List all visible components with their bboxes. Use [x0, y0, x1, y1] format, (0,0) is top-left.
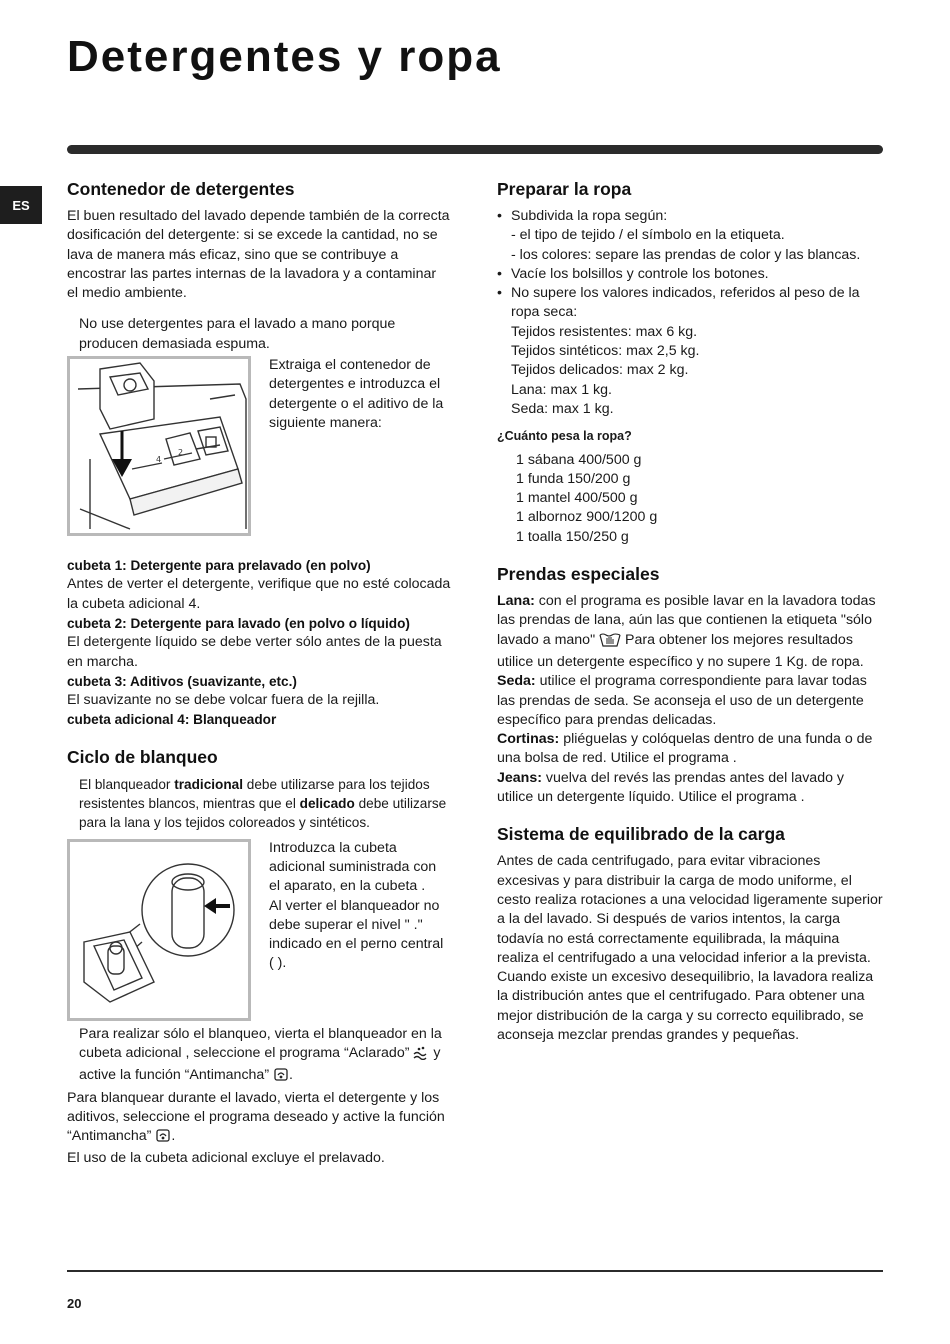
cubeta-3-text: El suavizante no se debe volcar fuera de la rejilla.: [67, 692, 380, 709]
contenedor-paragraph-1: El buen resultado del lavado depende también de la correcta dosificación del detergente: si se excede la cantidad, no se lava de manera más eficaz, sino que se contribuye a encostrar las partes internas de la lavadora y a contaminar el medio ambiente.: [67, 208, 450, 302]
bleach-instructions-1: Introduzca la cubeta adicional suministrada con el aparato, en la cubeta .: [269, 839, 437, 895]
blanqueo-paragraph-1: El blanqueador tradicional debe utilizarse para los tejidos resistentes blancos, mientras que el delicado debe utilizarse para la lana y los tejidos coloreados y sintéticos.: [79, 776, 447, 831]
preparar-list: [497, 207, 883, 419]
heading-contenedor: Contenedor de detergentes: [67, 179, 295, 199]
page-number: 20: [67, 1296, 82, 1311]
svg-text:4: 4: [156, 455, 162, 465]
footer-divider: [67, 1270, 883, 1272]
detergent-drawer-illustration: [67, 356, 251, 536]
heading-blanqueo: Ciclo de blanqueo: [67, 746, 218, 767]
cubeta-1-label: cubeta 1: Detergente para prelavado (en polvo): [67, 558, 371, 574]
cortinas-paragraph: Cortinas: pliéguelas y colóquelas dentro de una funda o de una bolsa de red. Utilice el programa .: [497, 731, 873, 767]
hand-wash-icon: [599, 631, 621, 653]
list-item: 1 funda 150/200 g: [516, 470, 631, 487]
cubeta-2-text: El detergente líquido se debe verter sólo antes de la puesta en marcha.: [67, 634, 442, 670]
cubeta-1-text: Antes de verter el detergente, verifique que no esté colocada la cubeta adicional 4.: [67, 576, 451, 612]
right-column: [497, 178, 883, 1045]
page-title: Detergentes y ropa: [67, 32, 502, 81]
list-item: • Vacíe los bolsillos y controle los botones.: [497, 265, 883, 284]
contenedor-paragraph-2: No use detergentes para el lavado a mano porque producen demasiada espuma.: [79, 316, 396, 352]
lana-paragraph: Lana: con el programa es posible lavar en la lavadora todas las prendas de lana, aún las que contienen la etiqueta "sólo lavado a mano" Para obtener los mejores resultados utilice un detergente específico y no supere 1 Kg. de ropa.: [497, 593, 876, 670]
jeans-paragraph: Jeans: vuelva del revés las prendas antes del lavado y utilice un detergente líquido. Utilice el programa .: [497, 769, 845, 806]
cubeta-2-label: cubeta 2: Detergente para lavado (en polvo o líquido): [67, 615, 410, 631]
cubeta-3-label: cubeta 3: Aditivos (suavizante, etc.): [67, 673, 297, 689]
weights-list: [497, 451, 883, 547]
blanqueo-paragraph-2: Para realizar sólo el blanqueo, vierta el blanqueador en la cubeta adicional , seleccione el programa “Aclarado” y active la función “Antimancha” .: [67, 1025, 451, 1089]
anti-stain-icon: [273, 1066, 289, 1088]
list-item: • No supere los valores indicados, referidos al peso de la ropa seca: Tejidos resistentes: max 6 kg. Tejidos sintéticos: max 2,5 kg. Tejidos delicados: max 2 kg. Lana: max 1 kg. Seda: max 1 kg.: [497, 284, 883, 419]
rinse-icon: [413, 1046, 429, 1066]
title-divider: [67, 145, 883, 154]
drawer-instructions: Extraiga el contenedor de detergentes e introduzca el detergente o el aditivo de la siguiente manera:: [269, 357, 444, 431]
bleach-cup-illustration: [67, 839, 251, 1021]
weights-heading: ¿Cuánto pesa la ropa?: [497, 429, 632, 444]
cubeta-4-label: cubeta adicional 4: Blanqueador: [67, 712, 277, 728]
bleach-instructions-2: Al verter el blanqueador no debe superar el nivel " ." indicado en el perno central ( ).: [269, 897, 444, 972]
list-item: • Subdivida la ropa según: - el tipo de tejido / el símbolo en la etiqueta. - los colores: separe las prendas de color y las blancas.: [497, 207, 883, 265]
list-item: 1 albornoz 900/1200 g: [516, 509, 658, 526]
language-tab: ES: [0, 186, 42, 224]
anti-stain-icon: [155, 1127, 171, 1149]
heading-preparar: Preparar la ropa: [497, 179, 632, 199]
list-item: 1 sábana 400/500 g: [516, 451, 642, 468]
list-item: 1 toalla 150/250 g: [516, 528, 629, 545]
left-column: [67, 178, 451, 1169]
svg-text:2: 2: [178, 448, 184, 458]
equilibrado-paragraph: Antes de cada centrifugado, para evitar vibraciones excesivas y para distribuir la carga de modo uniforme, el cesto realiza rotaciones a una velocidad ligeramente superior a la del lavado. Si después de varios intentos, la carga todavía no está correctamente equilibrada, la máquina realiza el centrifugado a una velocidad inferior a la prevista. Cuando existe un excesivo desequilibrio, la lavadora realiza la distribución antes que el centrifugado. Para obtener una mejor distribución de la carga y su correcto equilibrado, se aconseja mezclar prendas grandes y pequeñas.: [497, 853, 883, 1043]
heading-equilibrado: Sistema de equilibrado de la carga: [497, 824, 785, 845]
heading-especiales: Prendas especiales: [497, 564, 660, 585]
blanqueo-paragraph-4: El uso de la cubeta adicional excluye el prelavado.: [67, 1150, 385, 1167]
seda-paragraph: Seda: utilice el programa correspondiente para lavar todas las prendas de seda. Se aconseja el uso de un detergente específico para prendas delicadas.: [497, 673, 867, 728]
list-item: 1 mantel 400/500 g: [516, 490, 638, 507]
blanqueo-paragraph-3: Para blanquear durante el lavado, vierta el detergente y los aditivos, seleccione el programa deseado y active la función “Antimancha” .: [67, 1089, 451, 1150]
